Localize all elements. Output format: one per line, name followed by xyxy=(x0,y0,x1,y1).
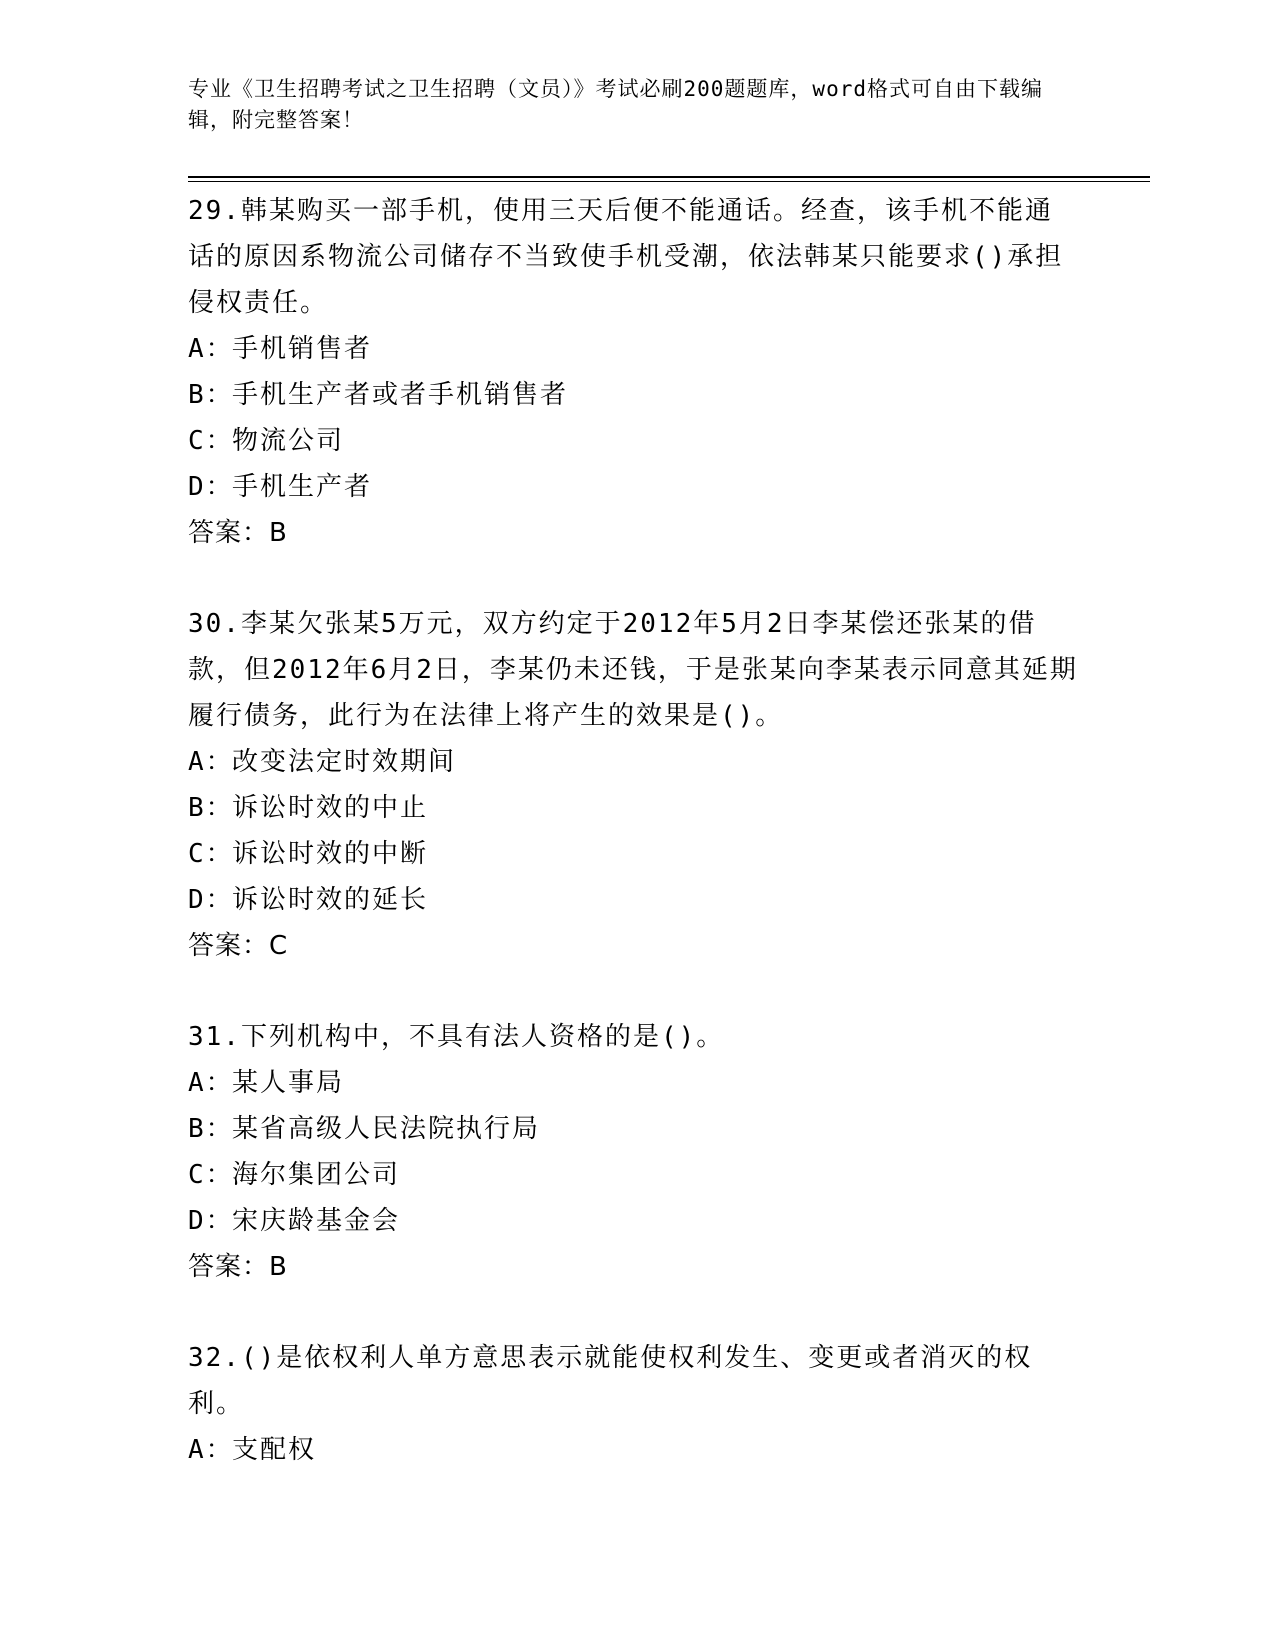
option-letter: A： xyxy=(188,334,234,364)
question-32 xyxy=(188,1335,1078,1473)
option-text: 诉讼时效的中止 xyxy=(232,793,429,823)
option-letter: C： xyxy=(188,1160,234,1190)
option-a xyxy=(188,326,1078,372)
answer-line: 答案：B xyxy=(188,1252,288,1282)
option-c xyxy=(188,418,1078,464)
option-letter: D： xyxy=(188,1206,234,1236)
option-a xyxy=(188,1427,1078,1473)
option-b xyxy=(188,785,1078,831)
question-30 xyxy=(188,601,1078,969)
option-letter: A： xyxy=(188,1068,234,1098)
option-d xyxy=(188,464,1078,510)
question-list xyxy=(188,188,1078,1473)
question-stem: 29.韩某购买一部手机，使用三天后便不能通话。经查，该手机不能通话的原因系物流公司储存不当致使手机受潮，依法韩某只能要求()承担侵权责任。 xyxy=(188,196,1064,318)
option-letter: C： xyxy=(188,839,234,869)
option-letter: B： xyxy=(188,1114,234,1144)
question-29 xyxy=(188,188,1078,556)
option-text: 手机销售者 xyxy=(232,334,373,364)
option-text: 某省高级人民法院执行局 xyxy=(232,1114,541,1144)
option-d xyxy=(188,877,1078,923)
option-text: 宋庆龄基金会 xyxy=(232,1206,401,1236)
question-spacer xyxy=(188,1290,1078,1335)
option-a xyxy=(188,1060,1078,1106)
option-letter: A： xyxy=(188,1435,234,1465)
question-spacer xyxy=(188,556,1078,601)
header-rule-thin xyxy=(188,181,1150,182)
option-c xyxy=(188,1152,1078,1198)
answer-line: 答案：C xyxy=(188,931,289,961)
header-rule-thick xyxy=(188,176,1150,178)
question-stem: 31.下列机构中，不具有法人资格的是()。 xyxy=(188,1022,725,1052)
option-a xyxy=(188,739,1078,785)
option-text: 海尔集团公司 xyxy=(232,1160,401,1190)
option-text: 诉讼时效的中断 xyxy=(232,839,429,869)
option-letter: B： xyxy=(188,793,234,823)
option-text: 改变法定时效期间 xyxy=(232,747,457,777)
option-letter: B： xyxy=(188,380,234,410)
question-spacer xyxy=(188,969,1078,1014)
option-c xyxy=(188,831,1078,877)
option-letter: C： xyxy=(188,426,234,456)
question-stem: 30.李某欠张某5万元，双方约定于2012年5月2日李某偿还张某的借款，但2012年6月2日，李某仍未还钱，于是张某向李某表示同意其延期履行债务，此行为在法律上将产生的效果是()。 xyxy=(188,609,1078,731)
option-b xyxy=(188,1106,1078,1152)
question-stem: 32.()是依权利人单方意思表示就能使权利发生、变更或者消灭的权利。 xyxy=(188,1343,1033,1419)
option-text: 诉讼时效的延长 xyxy=(232,885,429,915)
option-letter: A： xyxy=(188,747,234,777)
option-text: 某人事局 xyxy=(232,1068,345,1098)
document-header: 专业《卫生招聘考试之卫生招聘（文员）》考试必刷200题题库，word格式可自由下载编辑，附完整答案！ xyxy=(188,77,1043,132)
question-31 xyxy=(188,1014,1078,1290)
option-text: 物流公司 xyxy=(232,426,345,456)
option-letter: D： xyxy=(188,885,234,915)
option-b xyxy=(188,372,1078,418)
option-text: 手机生产者 xyxy=(232,472,373,502)
option-text: 支配权 xyxy=(232,1435,317,1465)
option-letter: D： xyxy=(188,472,234,502)
option-text: 手机生产者或者手机销售者 xyxy=(232,380,569,410)
answer-line: 答案：B xyxy=(188,518,288,548)
option-d xyxy=(188,1198,1078,1244)
